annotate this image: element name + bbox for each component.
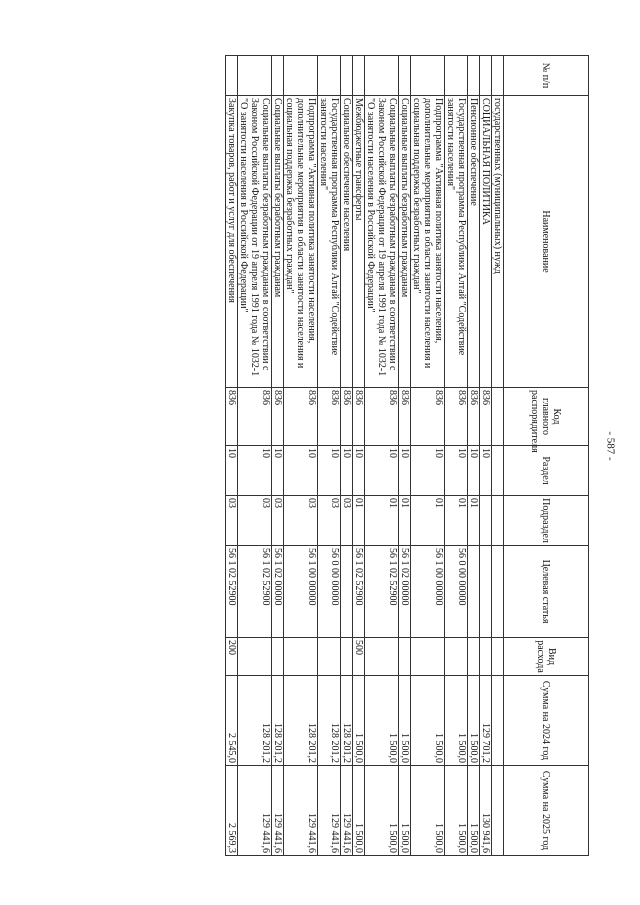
cell-s25: 129 441,6	[341, 766, 353, 856]
table-row	[272, 56, 284, 856]
table-row	[480, 56, 492, 856]
cell-s24: 128 201,2	[341, 676, 353, 766]
cell-vr	[272, 638, 284, 676]
cell-pr: 01	[445, 496, 468, 546]
table-row	[365, 56, 399, 856]
cell-name: Социальные выплаты безработным гражданам в соответствии с Законом Российской Федерации от 19 апреля 1991 года № 1032-1 "О занятости населения в Российской Федерации"	[365, 96, 399, 388]
cell-name: Закупка товаров, работ и услуг для обеспечения	[226, 96, 238, 388]
cell-gr: 836	[238, 388, 272, 446]
cell-cs	[480, 546, 492, 638]
cell-cs: 56 1 02 52900	[353, 546, 365, 638]
cell-no	[226, 56, 238, 96]
cell-s24: 128 201,2	[272, 676, 284, 766]
cell-gr: 836	[341, 388, 353, 446]
cell-s25: 1 500,0	[411, 766, 445, 856]
cell-rz: 10	[238, 446, 272, 496]
cell-rz: 10	[272, 446, 284, 496]
cell-gr: 836	[445, 388, 468, 446]
table-row	[226, 56, 238, 856]
cell-s24: 128 201,2	[318, 676, 341, 766]
cell-no	[492, 56, 504, 96]
cell-name: государственных (муниципальных) нужд	[492, 96, 504, 388]
cell-pr: 01	[365, 496, 399, 546]
cell-s25: 129 441,6	[272, 766, 284, 856]
col-header-no: № п/п	[504, 56, 589, 96]
cell-pr	[492, 496, 504, 546]
cell-pr: 03	[284, 496, 318, 546]
cell-cs: 56 1 02 52900	[365, 546, 399, 638]
cell-name: Подпрограмма "Активная политика занятости населения, дополнительные мероприятия в области занятости населения и социальная поддержка безработных граждан"	[411, 96, 445, 388]
col-header-rz: Раздел	[504, 446, 589, 496]
cell-no	[272, 56, 284, 96]
cell-pr: 01	[353, 496, 365, 546]
cell-rz: 10	[341, 446, 353, 496]
cell-cs: 56 1 02 00000	[272, 546, 284, 638]
cell-name: Государственная программа Республики Алтай "Содействие занятости населения"	[318, 96, 341, 388]
cell-rz: 10	[480, 446, 492, 496]
cell-no	[238, 56, 272, 96]
cell-pr: 01	[411, 496, 445, 546]
cell-s25: 2 569,3	[226, 766, 238, 856]
cell-name: Социальное обеспечение населения	[341, 96, 353, 388]
cell-s24: 128 201,2	[284, 676, 318, 766]
cell-name: Пенсионное обеспечение	[468, 96, 480, 388]
cell-s24: 2 545,0	[226, 676, 238, 766]
cell-s24: 128 201,2	[238, 676, 272, 766]
cell-s25: 129 441,6	[284, 766, 318, 856]
cell-gr: 836	[318, 388, 341, 446]
cell-cs	[468, 546, 480, 638]
cell-s24: 1 500,0	[468, 676, 480, 766]
cell-s25: 130 941,6	[480, 766, 492, 856]
cell-rz: 10	[445, 446, 468, 496]
cell-rz: 10	[365, 446, 399, 496]
cell-cs: 56 0 00 00000	[445, 546, 468, 638]
cell-rz: 10	[226, 446, 238, 496]
cell-no	[318, 56, 341, 96]
cell-no	[353, 56, 365, 96]
page-number: - 587 -	[604, 431, 617, 461]
cell-s25	[492, 766, 504, 856]
cell-name: Социальные выплаты безработным гражданам	[272, 96, 284, 388]
cell-vr	[411, 638, 445, 676]
cell-name: Государственная программа Республики Алтай "Содействие занятости населения"	[445, 96, 468, 388]
cell-gr: 836	[411, 388, 445, 446]
cell-cs: 56 1 02 52900	[226, 546, 238, 638]
cell-vr	[341, 638, 353, 676]
cell-pr: 03	[226, 496, 238, 546]
cell-rz: 10	[318, 446, 341, 496]
cell-no	[468, 56, 480, 96]
table-row	[399, 56, 411, 856]
col-header-pr: Подраздел	[504, 496, 589, 546]
cell-s25: 1 500,0	[399, 766, 411, 856]
header-row	[504, 56, 589, 856]
cell-no	[399, 56, 411, 96]
cell-name: Подпрограмма "Активная политика занятости населения, дополнительные мероприятия в области занятости населения и социальная поддержка безработных граждан"	[284, 96, 318, 388]
cell-no	[284, 56, 318, 96]
table-row	[468, 56, 480, 856]
col-header-gr: Код главного распорядителя	[504, 388, 589, 446]
col-header-vr: Вид расхода	[504, 638, 589, 676]
cell-s25: 129 441,6	[318, 766, 341, 856]
col-header-name: Наименование	[504, 96, 589, 388]
cell-s25: 1 500,0	[468, 766, 480, 856]
table-row	[445, 56, 468, 856]
cell-no	[445, 56, 468, 96]
cell-gr: 836	[399, 388, 411, 446]
cell-rz	[492, 446, 504, 496]
cell-s25: 1 500,0	[445, 766, 468, 856]
rotated-page	[73, 55, 589, 855]
table-row	[411, 56, 445, 856]
cell-cs: 56 1 00 00000	[284, 546, 318, 638]
cell-pr: 03	[272, 496, 284, 546]
cell-vr	[284, 638, 318, 676]
cell-s25: 129 441,6	[238, 766, 272, 856]
col-header-s25: Сумма на 2025 год	[504, 766, 589, 856]
cell-gr: 836	[226, 388, 238, 446]
table-row	[492, 56, 504, 856]
cell-no	[411, 56, 445, 96]
cell-pr: 01	[468, 496, 480, 546]
table-row	[284, 56, 318, 856]
cell-gr: 836	[272, 388, 284, 446]
cell-gr: 836	[468, 388, 480, 446]
cell-name: Социальные выплаты безработным гражданам	[399, 96, 411, 388]
cell-vr	[238, 638, 272, 676]
cell-name: Межбюджетные трансферты	[353, 96, 365, 388]
cell-cs: 56 1 02 00000	[399, 546, 411, 638]
table-row	[353, 56, 365, 856]
cell-no	[365, 56, 399, 96]
cell-pr: 03	[238, 496, 272, 546]
cell-s24: 1 500,0	[365, 676, 399, 766]
cell-name: СОЦИАЛЬНАЯ ПОЛИТИКА	[480, 96, 492, 388]
cell-no	[480, 56, 492, 96]
cell-cs: 56 1 02 52900	[238, 546, 272, 638]
cell-rz: 10	[468, 446, 480, 496]
cell-vr	[492, 638, 504, 676]
cell-pr: 03	[341, 496, 353, 546]
cell-pr: 03	[318, 496, 341, 546]
cell-s24: 129 701,2	[480, 676, 492, 766]
cell-cs: 56 0 00 00000	[318, 546, 341, 638]
cell-pr: 01	[399, 496, 411, 546]
cell-s24	[492, 676, 504, 766]
cell-vr: 200	[226, 638, 238, 676]
cell-cs	[492, 546, 504, 638]
cell-no	[341, 56, 353, 96]
col-header-s24: Сумма на 2024 год	[504, 676, 589, 766]
cell-vr: 500	[353, 638, 365, 676]
cell-rz: 10	[353, 446, 365, 496]
table-row	[318, 56, 341, 856]
cell-gr: 836	[365, 388, 399, 446]
cell-vr	[480, 638, 492, 676]
cell-rz: 10	[411, 446, 445, 496]
cell-vr	[318, 638, 341, 676]
table-row	[238, 56, 272, 856]
cell-s24: 1 500,0	[399, 676, 411, 766]
budget-table	[225, 55, 589, 856]
cell-s24: 1 500,0	[353, 676, 365, 766]
cell-vr	[468, 638, 480, 676]
cell-gr	[492, 388, 504, 446]
cell-vr	[399, 638, 411, 676]
cell-rz: 10	[399, 446, 411, 496]
cell-s24: 1 500,0	[411, 676, 445, 766]
cell-name: Социальные выплаты безработным гражданам в соответствии с Законом Российской Федерации от 19 апреля 1991 года № 1032-1 "О занятости населения в Российской Федерации"	[238, 96, 272, 388]
cell-rz: 10	[284, 446, 318, 496]
col-header-cs: Целевая статья	[504, 546, 589, 638]
cell-cs	[341, 546, 353, 638]
table-row	[341, 56, 353, 856]
cell-vr	[445, 638, 468, 676]
cell-s25: 1 500,0	[353, 766, 365, 856]
cell-s24: 1 500,0	[445, 676, 468, 766]
cell-s25: 1 500,0	[365, 766, 399, 856]
table-body	[226, 56, 504, 856]
cell-gr: 836	[480, 388, 492, 446]
cell-vr	[365, 638, 399, 676]
cell-cs: 56 1 00 00000	[411, 546, 445, 638]
cell-gr: 836	[353, 388, 365, 446]
cell-gr: 836	[284, 388, 318, 446]
cell-pr	[480, 496, 492, 546]
